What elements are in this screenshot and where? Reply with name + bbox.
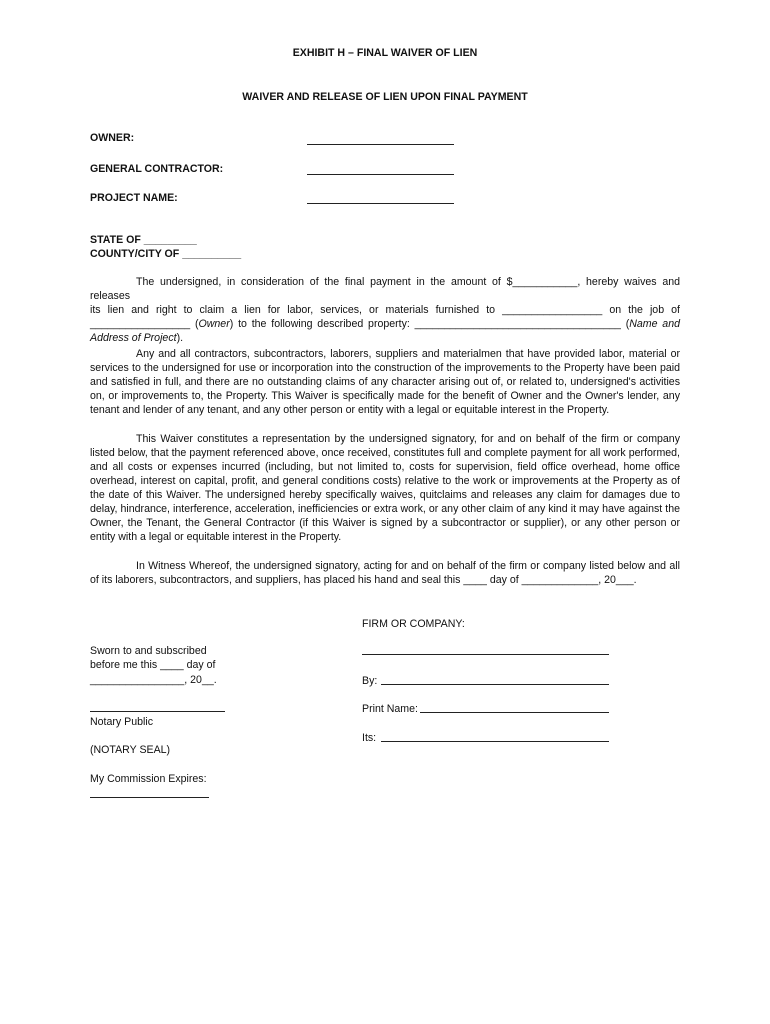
notary-seal-label: (NOTARY SEAL) xyxy=(90,744,171,756)
its-label: Its: xyxy=(362,732,377,744)
sworn-subscribed-line-2: before me this ____ day of xyxy=(90,659,216,671)
print-name-label: Print Name: xyxy=(362,703,418,715)
general-contractor-field[interactable] xyxy=(307,174,454,175)
contractors-paid-paragraph: Any and all contractors, subcontractors, laborers, suppliers and materialmen that have provided labor, material or services to the undersigned for use or incorporation into the construction of the improvements to the Property have been paid and satisfied in full, and there are no outstanding claims of any character arising out of, or related to, undersigned's activities on, or improvements to, the Property. This Waiver is specifically made for the benefit of Owner and the Owner's lender, any tenant and lender of any tenant, and any other person or entity with a legal or equitable interest in the Property. xyxy=(90,348,680,416)
project-name-field[interactable] xyxy=(307,203,454,204)
firm-or-company-field[interactable] xyxy=(362,654,609,655)
its-title-field[interactable] xyxy=(381,741,609,742)
p1-address-of-project: Address of Project xyxy=(90,332,177,344)
owner-field[interactable] xyxy=(307,144,454,145)
project-name-label: PROJECT NAME: xyxy=(90,192,178,204)
owner-label: OWNER: xyxy=(90,132,135,144)
waiver-representation-paragraph: This Waiver constitutes a representation by the undersigned signatory, for and on behalf of the firm or company listed below, that the payment referenced above, once received, constitutes full and complete payment for all work performed, and all costs or expenses incurred (including, but not limited to, costs for supervision, field office overhead, home office overhead, interest on capital, profit, and general conditions costs) relative to the work or improvements at the Property as of the date of this Waiver. The undersigned hereby specifically waives, quitclaims and releases any claim for damages due to delay, hindrance, interference, acceleration, inefficiencies or extra work, or any other claim of any kind it may have against the Owner, the Tenant, the General Contractor (if this Waiver is signed by a subcontractor or supplier), or any other person or entity with a legal or equitable interest in the Property. xyxy=(90,433,680,543)
notary-signature-field[interactable] xyxy=(90,711,225,712)
p1-name-and: Name and xyxy=(629,318,680,330)
p1-line-1: The undersigned, in consideration of the final payment in the amount of $___________, hereby waives and releases xyxy=(90,276,680,302)
document-subtitle: WAIVER AND RELEASE OF LIEN UPON FINAL PAYMENT xyxy=(242,91,528,103)
p1-line-3-mid: ) to the following described property: ___________________________________ ( xyxy=(229,318,630,330)
p1-line-2: its lien and right to claim a lien for labor, services, or materials furnished to _________________ on the job of xyxy=(90,304,680,316)
p1-line-4-end: ). xyxy=(176,332,184,344)
print-name-field[interactable] xyxy=(420,712,609,713)
exhibit-title: EXHIBIT H – FINAL WAIVER OF LIEN xyxy=(292,47,478,59)
county-city-label: COUNTY/CITY OF __________ xyxy=(90,248,242,260)
by-signature-field[interactable] xyxy=(381,684,609,685)
commission-expires-label: My Commission Expires: xyxy=(90,773,207,785)
p1-line-4 xyxy=(90,331,680,345)
consideration-paragraph xyxy=(90,275,680,345)
p1-line-3 xyxy=(90,317,680,331)
sworn-subscribed-line-1: Sworn to and subscribed xyxy=(90,645,207,657)
commission-expires-field[interactable] xyxy=(90,797,209,798)
sworn-subscribed-line-3: ________________, 20__. xyxy=(90,674,217,686)
by-label: By: xyxy=(362,675,378,687)
notary-public-label: Notary Public xyxy=(90,716,153,728)
in-witness-paragraph: In Witness Whereof, the undersigned signatory, acting for and on behalf of the firm or company listed below and all of its laborers, subcontractors, and suppliers, has placed his hand and seal this ____ day of _____________, 20___. xyxy=(90,560,680,586)
state-of-label: STATE OF _________ xyxy=(90,234,197,246)
p1-owner-word: Owner xyxy=(198,318,230,330)
p1-line-3-start: _________________ ( xyxy=(90,318,199,330)
general-contractor-label: GENERAL CONTRACTOR: xyxy=(90,163,224,175)
firm-or-company-label: FIRM OR COMPANY: xyxy=(362,618,465,630)
